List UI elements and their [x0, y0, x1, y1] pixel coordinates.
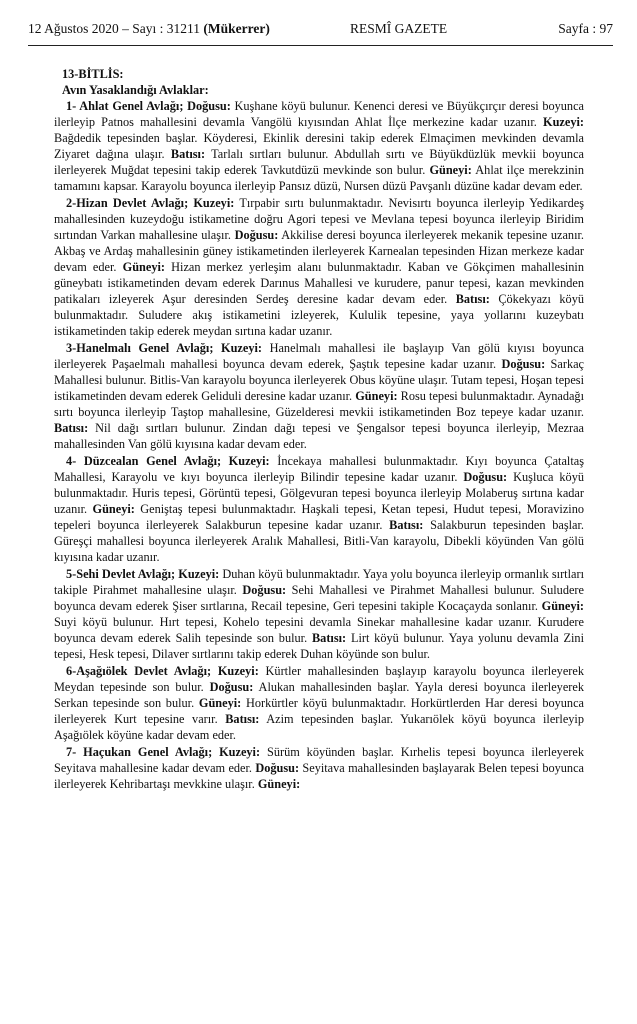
paragraph-text: Kuşluca köyü bulunmaktadır. Huris tepesi, Görüntü tepesi, Gölgevuran tepesi boyunca ilerleyip Molaberuş sırtına kadar uzanır.	[54, 470, 584, 516]
paragraph-avlak-2	[54, 195, 584, 339]
document-body	[54, 66, 584, 793]
paragraph-label: Batısı:	[389, 518, 424, 532]
paragraph-list	[54, 98, 584, 792]
paragraph-label: 6-Aşağıölek Devlet Avlağı; Kuzeyi:	[66, 664, 259, 678]
header-date-issue	[28, 19, 270, 39]
paragraph-label: Batısı:	[225, 712, 260, 726]
paragraph-text: Ahlat ilçe merekzinin tamamını kapsar. Karayolu boyunca ilerleyip Pansız düzü, Nursen düzü Pavşanlı düzüne kadar devam eder.	[54, 163, 584, 193]
paragraph-text: Sürüm köyünden başlar. Kırhelis tepesi boyunca ilerleyerek Seyitava mahallesine kadar devam eder.	[54, 745, 584, 775]
header-page-number: Sayfa : 97	[558, 21, 613, 36]
paragraph-text: Geniştaş tepesi bulunmaktadır. Haşkali tepesi, Ketan tepesi, Hudut tepesi, Moravizino tepeleri boyunca ilerleyerek Salakburun tepesine kadar uzanır.	[54, 502, 584, 532]
paragraph-text: Bağdedik tepesinden başlar. Köyderesi, Ekinlik deresini takip ederek Elmaçimen mevkinden devamla Ziyaret dağına ulaşır.	[54, 131, 584, 161]
paragraph-label: Güneyi:	[541, 599, 584, 613]
paragraph-text: Lirt köyü bulunur. Yaya yolunu devamla Zini tepesi, Hesk tepesi, Dilaver sırtlarını takip ederek Duhan köyünde son bulur.	[54, 631, 584, 661]
paragraph-label: Batısı:	[170, 147, 206, 161]
paragraph-avlak-7	[54, 744, 584, 792]
paragraph-text: Seyitava mahallesinden başlayarak Belen tepesi boyunca ilerleyerek Kehribartaşı mevkkine ulaşır.	[54, 761, 584, 791]
paragraph-label: Doğusu:	[255, 761, 300, 775]
paragraph-label: Güneyi:	[198, 696, 242, 710]
paragraph-text: Akkilise deresi boyunca ilerleyerek mekanik tepesine uzanır. Akbaş ve Ardaş mahallesinin güney istikametinden ilerleyerek Karnealan tepesinden Hizan merkeze kadar devam eder.	[54, 228, 584, 274]
page-header	[28, 19, 613, 39]
paragraph-text: Rosu tepesi bulunmaktadır. Aynadağı sırtı boyunca ilerleyip Taştop mahallesine, Güzelderesi mevkii istikametinden Boz tepeye kadar uzanır.	[54, 389, 584, 419]
header-mukerrer: (Mükerrer)	[203, 21, 270, 36]
paragraph-text: Salakburun tepesinden başlar. Güreşçi mahallesi boyunca ilerleyerek Aralık Mahallesi, Bitli-Van karayolu, Dibekli köyünden Van gölü kıyısına kadar uzanır.	[54, 518, 584, 564]
paragraph-label: Batısı:	[54, 421, 89, 435]
paragraph-avlak-6	[54, 663, 584, 743]
paragraph-text: Suyi köyü bulunur. Hırt tepesi, Kohelo tepesini devamla Sinekar mahallesine kadar uzanır. Kurudere boyunca devam ederek Salih tepesinde son bulur.	[54, 615, 584, 645]
paragraph-label: Güneyi:	[92, 502, 135, 516]
paragraph-label: 3-Hanelmalı Genel Avlağı; Kuzeyi:	[66, 341, 263, 355]
paragraph-text: Tarlalı sırtları bulunur. Abdullah sırtı ve Büyükdüzlük mevkii boyunca ilerleyerek Muğdat tepesini takip ederek Tavkutdüzü mevkinde son bulur.	[54, 147, 584, 177]
header-date-text: 12 Ağustos 2020 – Sayı : 31211	[28, 21, 201, 36]
paragraph-label: Güneyi:	[429, 163, 472, 177]
paragraph-text: Çökekyazı köyü bulunmaktadır. Suludere akış istikametini izleyerek, Kululik tepesine, yaya yollarını kuzeybatı istikametinden takip ederek meydan sırtına kadar uzanır.	[54, 292, 584, 338]
section-title: 13-BİTLİS:	[62, 67, 124, 81]
paragraph-avlak-1	[54, 98, 584, 194]
paragraph-text: Alukan mahallesinden başlar. Yayla deresi boyunca ilerleyerek Serkan tepesinde son bulur.	[54, 680, 584, 710]
paragraph-text: Azim tepesinden başlar. Yukarıölek köyü boyunca ilerleyip Aşağıölek köyüne kadar devam eder.	[54, 712, 584, 742]
paragraph-text: Nil dağı sırtları bulunur. Zindan dağı tepesi ve Şengalsor tepesi boyunca ilerleyip, Mezraa mahallesinden Van gölü kıyısına kadar devam eder.	[54, 421, 584, 451]
paragraph-text: Sehi Mahallesi ve Pirahmet Mahallesi bulunur. Suludere boyunca devam ederek Şiser sırtlarına, Recail tepesine, Geri tepesini takiple Kocaçayda sonlanır.	[54, 583, 584, 613]
paragraph-avlak-4	[54, 453, 584, 565]
paragraph-text: Duhan köyü bulunmaktadır. Yaya yolu boyunca ilerleyip ormanlık sırtları takiple Pirahmet mahallesine ulaşır.	[54, 567, 584, 597]
paragraph-label: Batısı:	[455, 292, 490, 306]
paragraph-label: 1- Ahlat Genel Avlağı; Doğusu:	[66, 99, 231, 113]
paragraph-label: Doğusu:	[234, 228, 279, 242]
paragraph-label: Doğusu:	[463, 470, 508, 484]
paragraph-label: Doğusu:	[501, 357, 546, 371]
paragraph-text: Horkürtler köyü bulunmaktadır. Horkürtlerden Har deresi boyunca ilerleyerek Kurt tepesine varır.	[54, 696, 584, 726]
paragraph-label: 4- Düzcealan Genel Avlağı; Kuzeyi:	[66, 454, 270, 468]
paragraph-avlak-3	[54, 340, 584, 452]
paragraph-label: Doğusu:	[209, 680, 254, 694]
paragraph-label: Güneyi:	[355, 389, 398, 403]
paragraph-text: Hanelmalı mahallesi ile başlayıp Van gölü kıyısı boyunca ilerleyerek Paşaelmalı mahallesi boyunca devam ederek, Şaştık tepesine kadar uzanır.	[54, 341, 584, 371]
paragraph-text: Tırpabir sırtı bulunmaktadır. Nevisırtı boyunca ilerleyip Yedikardeş mahallesinden kuzeydoğu istikametine doğru Agori tepesi ve Mevlana tepesi boyunca ilerleyip Biridim sırtından Varkan mahallesine ulaşır.	[54, 196, 584, 242]
paragraph-text: Hizan merkez yerleşim alanı bulunmaktadır. Kaban ve Gökçimen mahallesinin güneybatı istikametinden devam ederek Darınus Mahallesi ve kurudere, panur tepesi, kazan mevkinden patikaları izleyerek Aşur deresinden Serdeş deresine kadar devam eder.	[54, 260, 585, 306]
header-gazette-name: RESMÎ GAZETE	[350, 21, 448, 36]
paragraph-text: Kuşhane köyü bulunur. Kenenci deresi ve Büyükçırçır deresi boyunca ilerleyip Patnos mahallesini devamla Vangölü kıyısından Ahlat İlçe merkezine kadar uzanır.	[54, 99, 584, 129]
paragraph-label: Doğusu:	[242, 583, 287, 597]
section-subtitle: Avın Yasaklandığı Avlaklar:	[62, 83, 209, 97]
header-divider	[28, 45, 613, 46]
paragraph-text: İncekaya mahallesi bulunmaktadır. Kıyı boyunca Çataltaş Mahallesi, Karayolu ve kıyı boyunca ilerleyip Bilindir tepesine kadar uzanır.	[54, 454, 584, 484]
paragraph-label: 7- Haçukan Genel Avlağı; Kuzeyi:	[66, 745, 261, 759]
paragraph-label: 5-Sehi Devlet Avlağı; Kuzeyi:	[66, 567, 220, 581]
paragraph-avlak-5	[54, 566, 584, 662]
paragraph-label: Batısı:	[311, 631, 347, 645]
paragraph-label: Güneyi:	[257, 777, 301, 791]
paragraph-text: Kürtler mahallesinden başlayıp karayolu boyunca ilerleyerek Meydan tepesinde son bulur.	[54, 664, 584, 694]
paragraph-label: Güneyi:	[122, 260, 166, 274]
paragraph-text: Sarkaç Mahallesi bulunur. Bitlis-Van karayolu boyunca ilerleyerek Obus köyüne ulaşır. Tutam tepesi, Hoşan tepesi istikametinden devam ederek Geliduli deresine kadar uzanır.	[54, 357, 585, 403]
paragraph-label: 2-Hizan Devlet Avlağı; Kuzeyi:	[66, 196, 235, 210]
paragraph-label: Kuzeyi:	[543, 115, 584, 129]
